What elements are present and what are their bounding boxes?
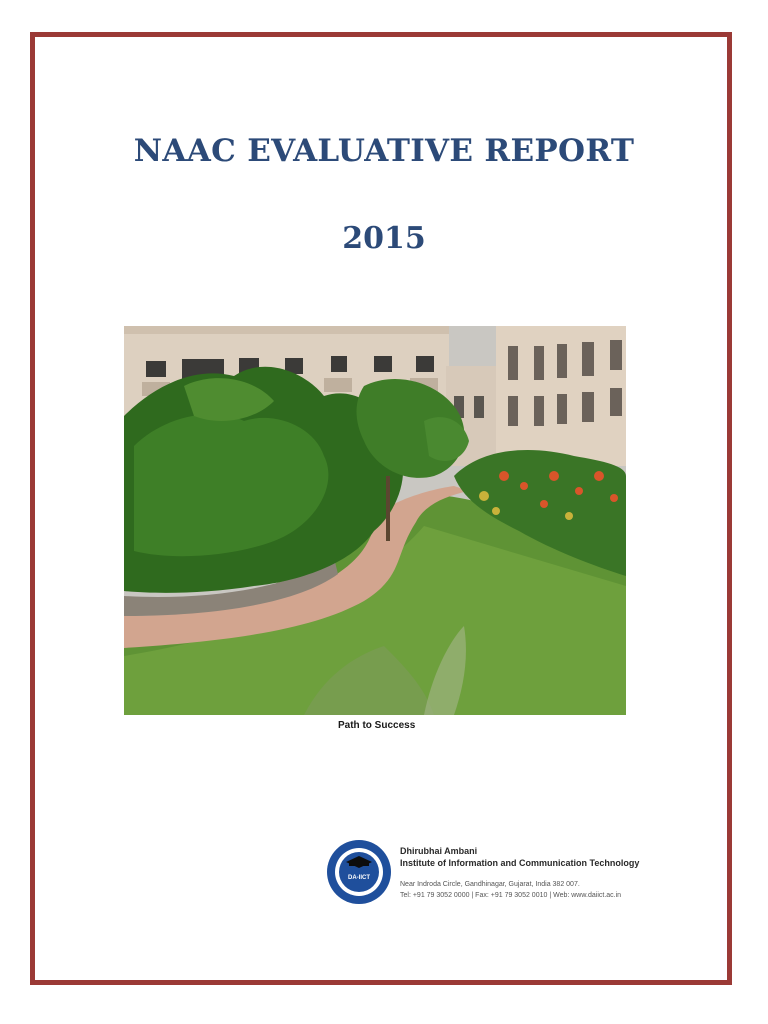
campus-photo [124, 326, 626, 715]
institute-contact: Tel: +91 79 3052 0000 | Fax: +91 79 3052 0010 | Web: www.daiict.ac.in [400, 892, 622, 899]
logo-text: DA-IICT [348, 875, 370, 881]
institute-info [400, 845, 730, 901]
institute-address: Near Indroda Circle, Gandhinagar, Gujarat, India 382 007. [400, 881, 580, 888]
photo-caption: Path to Success [338, 720, 416, 731]
institute-name-line1: Dhirubhai Ambani [400, 846, 478, 856]
report-title: NAAC EVALUATIVE REPORT [133, 133, 635, 169]
institute-logo [326, 839, 392, 905]
report-year: 2015 [342, 221, 426, 256]
institute-name-line2: Institute of Information and Communication Technology [400, 858, 640, 868]
